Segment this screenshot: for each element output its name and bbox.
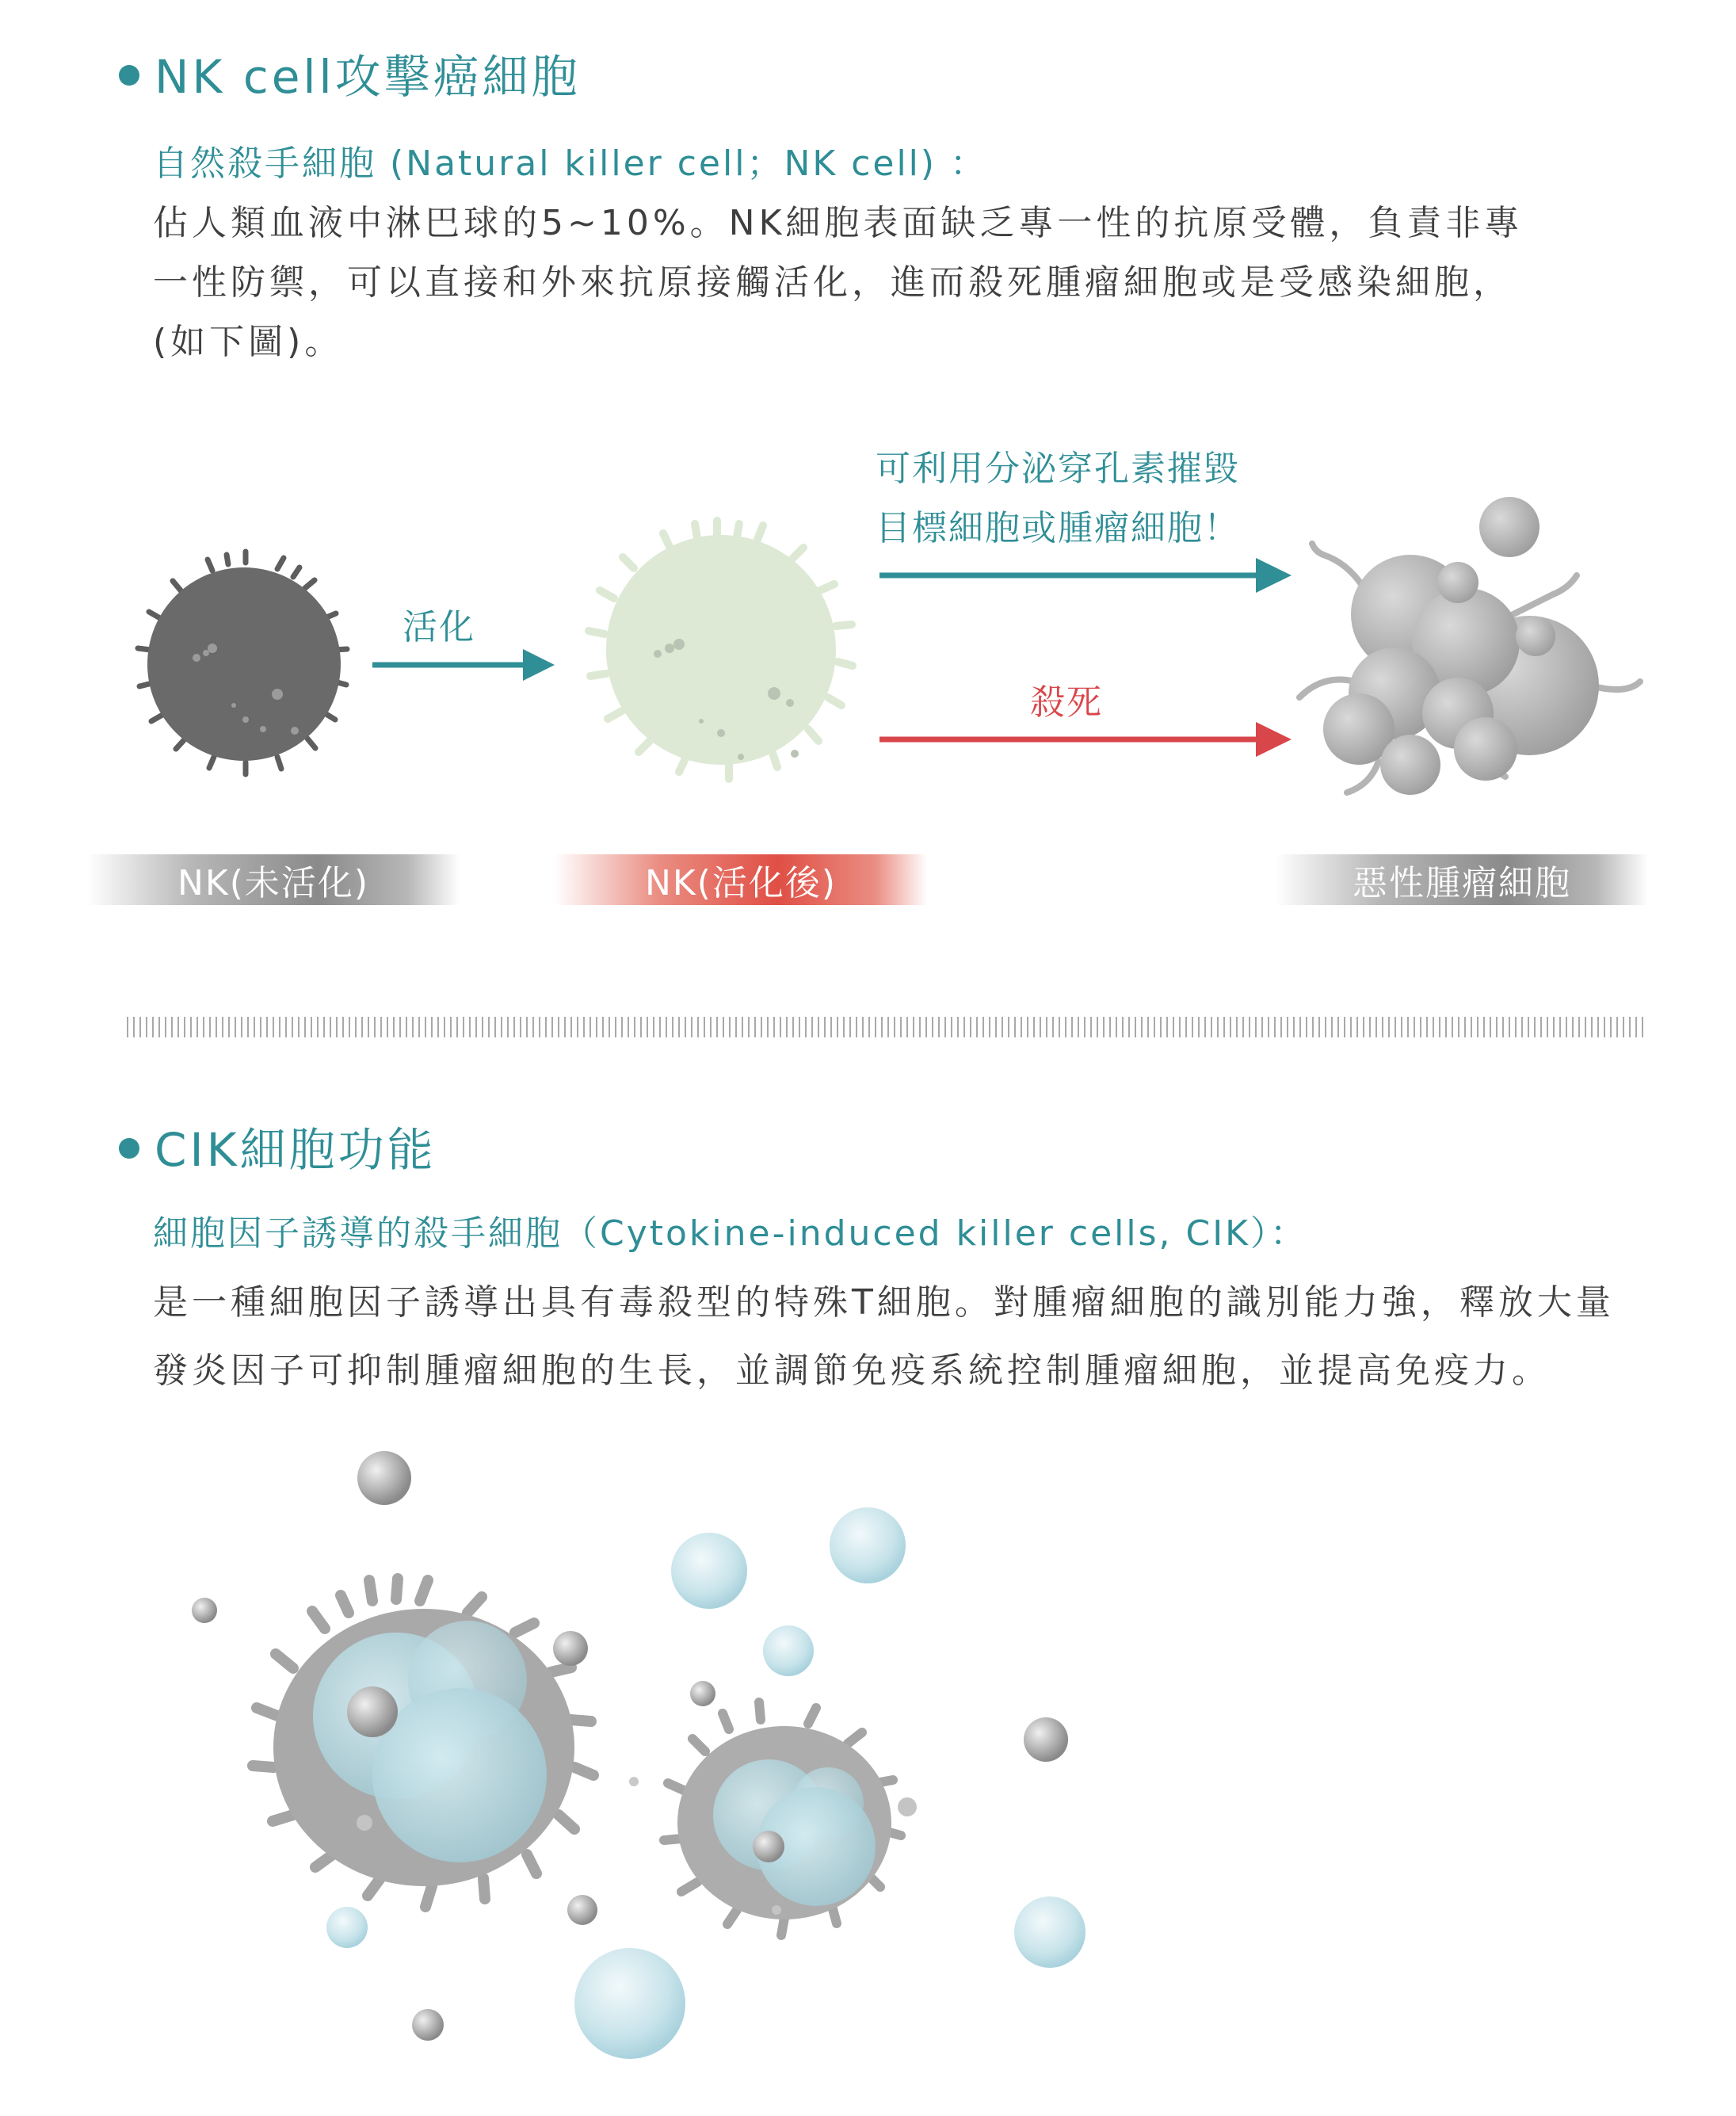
section-subtitle-nk: 自然殺手細胞 (Natural killer cell；NK cell) ： [153, 143, 988, 184]
section-divider [127, 1017, 1648, 1037]
destroy-label-line1: 可利用分泌穿孔素摧毀 [876, 449, 1240, 489]
section-title-nk: NK cell攻擊癌細胞 [155, 50, 581, 104]
cik-cells-illustration [158, 1442, 1109, 2061]
destroy-label-line2: 目標細胞或腫瘤細胞！ [876, 508, 1240, 548]
body-line-2: 一性防禦，可以直接和外來抗原接觸活化，進而殺死腫瘤細胞或是受感染細胞， [153, 262, 1512, 303]
caption-nk-inactive: NK(未活化) [87, 854, 460, 905]
body-line-3: (如下圖)。 [153, 322, 344, 362]
body-line-cik-2: 發炎因子可抑制腫瘤細胞的生長，並調節免疫系統控制腫瘤細胞，並提高免疫力。 [153, 1350, 1551, 1391]
activate-arrow [372, 645, 555, 685]
section-title-cik: CIK細胞功能 [155, 1123, 437, 1177]
bullet-dot [119, 1138, 139, 1159]
caption-nk-activated: NK(活化後) [555, 854, 927, 905]
kill-label: 殺死 [1030, 682, 1103, 723]
destroy-arrow [879, 552, 1292, 599]
activate-label: 活化 [403, 607, 475, 647]
body-line-1: 佔人類血液中淋巴球的5~10%。NK細胞表面缺乏專一性的抗原受體，負責非專 [153, 203, 1524, 243]
kill-arrow [879, 716, 1292, 763]
section-subtitle-cik: 細胞因子誘導的殺手細胞（Cytokine-induced killer cells, CIK）： [153, 1213, 1308, 1254]
caption-tumor-cell: 惡性腫瘤細胞 [1276, 854, 1648, 905]
bullet-dot [119, 65, 139, 86]
tumor-cell-cluster-illustration [1292, 491, 1648, 808]
nk-activated-cell-illustration [559, 495, 876, 812]
body-line-cik-1: 是一種細胞因子誘導出具有毒殺型的特殊T細胞。對腫瘤細胞的識別能力強，釋放大量 [153, 1282, 1615, 1323]
nk-inactive-cell-illustration [127, 547, 364, 785]
